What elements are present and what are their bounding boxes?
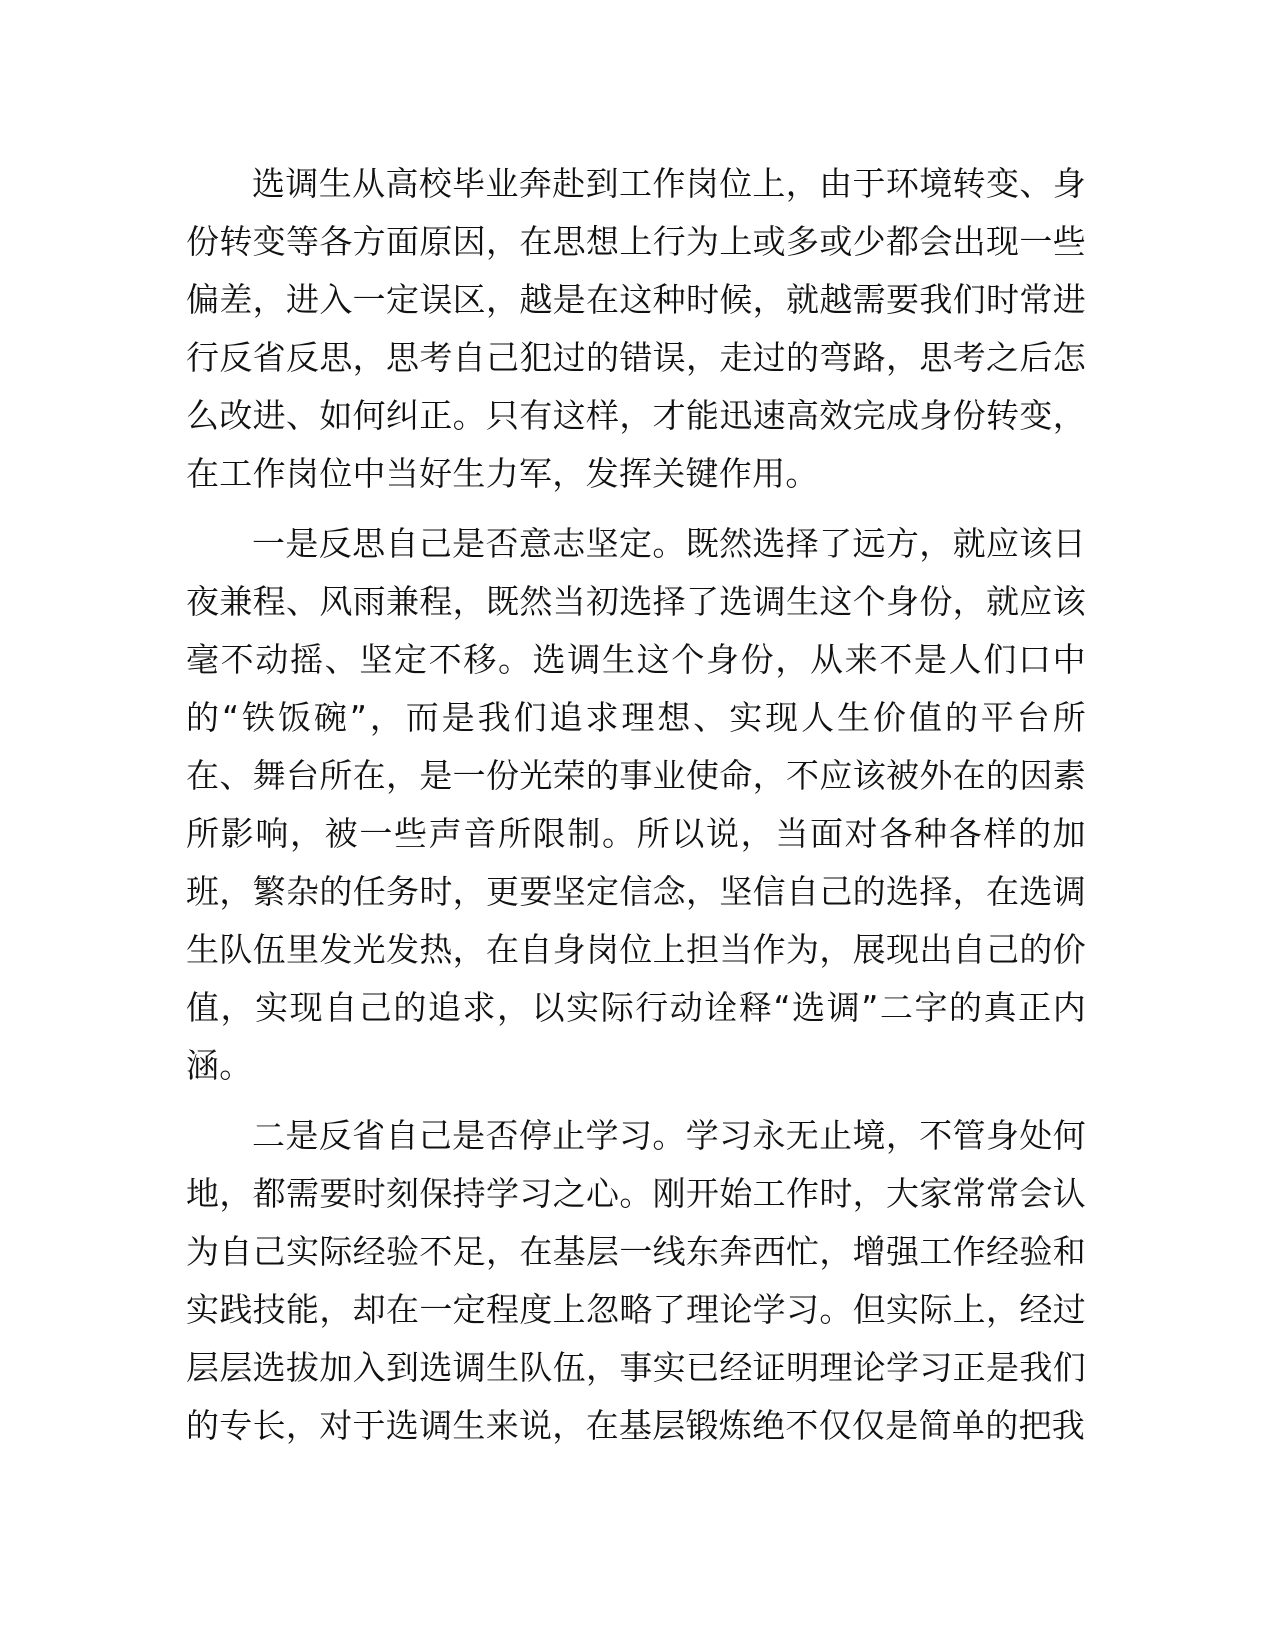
paragraph-second-point: 二是反省自己是否停止学习。学习永无止境，不管身处何地，都需要时刻保持学习之心。刚开始工作时，大家常常会认为自己实际经验不足，在基层一线东奔西忙，增强工作经验和实践技能，却在一定程度上忽略了理论学习。但实际上，经过层层选拔加入到选调生队伍，事实已经证明理论学习正是我们的专长，对于选调生来说，在基层锻炼绝不仅仅是简单的把我 bbox=[186, 1116, 1086, 1445]
document-body bbox=[186, 155, 1086, 1467]
paragraph-intro: 选调生从高校毕业奔赴到工作岗位上，由于环境转变、身份转变等各方面原因，在思想上行为上或多或少都会出现一些偏差，进入一定误区，越是在这种时候，就越需要我们时常进行反省反思，思考自己犯过的错误，走过的弯路，思考之后怎么改进、如何纠正。只有这样，才能迅速高效完成身份转变，在工作岗位中当好生力军，发挥关键作用。 bbox=[186, 164, 1086, 493]
paragraph-first-point: 一是反思自己是否意志坚定。既然选择了远方，就应该日夜兼程、风雨兼程，既然当初选择了选调生这个身份，就应该毫不动摇、坚定不移。选调生这个身份，从来不是人们口中的“铁饭碗”，而是我们追求理想、实现人生价值的平台所在、舞台所在，是一份光荣的事业使命，不应该被外在的因素所影响，被一些声音所限制。所以说，当面对各种各样的加班，繁杂的任务时，更要坚定信念，坚信自己的选择，在选调生队伍里发光发热，在自身岗位上担当作为，展现出自己的价值，实现自己的追求，以实际行动诠释“选调”二字的真正内涵。 bbox=[186, 524, 1086, 1085]
